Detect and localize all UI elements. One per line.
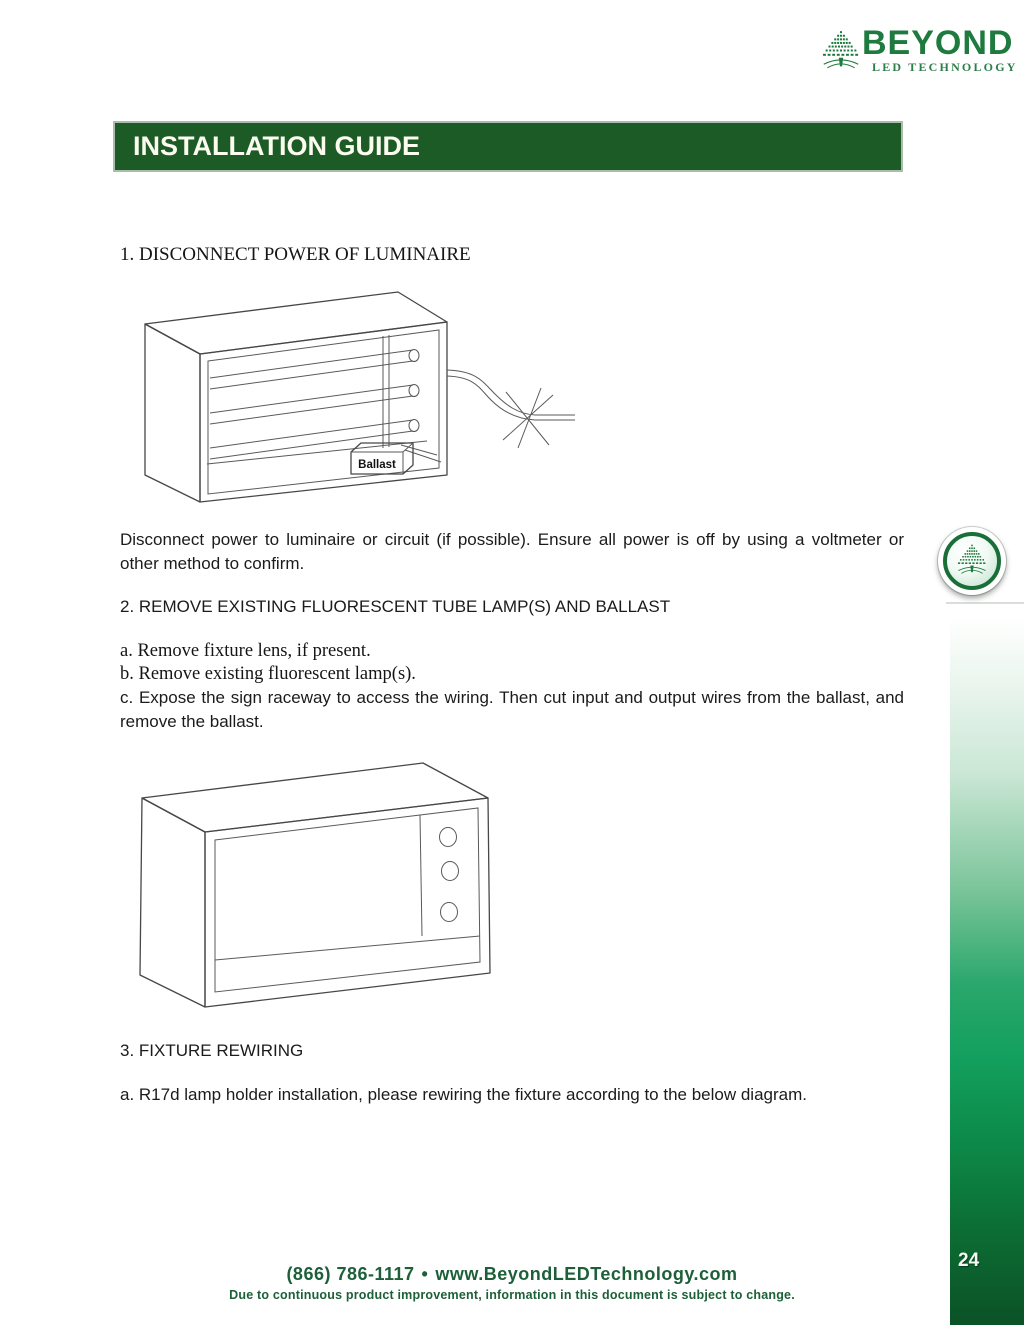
step-c: c. Expose the sign raceway to access the wiring. Then cut input and output wires from the ballast, and remove the ballast. bbox=[120, 688, 904, 731]
badge-tree-icon bbox=[954, 543, 990, 579]
page-footer bbox=[120, 1264, 904, 1302]
section-1-body: Disconnect power to luminaire or circuit (if possible). Ensure all power is off by using a voltmeter or other method to confirm. bbox=[120, 530, 904, 573]
eco-badge bbox=[938, 527, 1006, 595]
section-2-title: 2. REMOVE EXISTING FLUORESCENT TUBE LAMP(S) AND BALLAST bbox=[120, 597, 671, 616]
page-number: 24 bbox=[958, 1250, 980, 1271]
step-b: b. Remove existing fluorescent lamp(s). bbox=[120, 664, 416, 684]
footer-website: www.BeyondLEDTechnology.com bbox=[435, 1264, 738, 1284]
eco-badge-ring bbox=[943, 532, 1001, 590]
step-a: a. Remove fixture lens, if present. bbox=[120, 641, 371, 661]
section-1-title: 1. DISCONNECT POWER OF LUMINAIRE bbox=[120, 244, 471, 265]
ballast-label: Ballast bbox=[358, 459, 396, 471]
banner-title: INSTALLATION GUIDE bbox=[133, 131, 420, 161]
installation-guide-banner bbox=[113, 121, 903, 172]
empty-fixture-diagram bbox=[135, 760, 507, 1016]
step-3a: a. R17d lamp holder installation, please rewiring the fixture according to the below diagram. bbox=[120, 1085, 807, 1104]
section-3-title: 3. FIXTURE REWIRING bbox=[120, 1041, 304, 1060]
fixture-with-tubes-diagram bbox=[125, 282, 585, 510]
footer-bullet: • bbox=[421, 1264, 429, 1284]
footer-contact-line bbox=[120, 1264, 904, 1285]
brand-tagline: LED TECHNOLOGY bbox=[872, 60, 1018, 74]
footer-phone: (866) 786-1117 bbox=[286, 1264, 415, 1284]
gradient-sidebar bbox=[950, 616, 1024, 1325]
footer-disclaimer: Due to continuous product improvement, information in this document is subject to change. bbox=[229, 1288, 795, 1302]
logo-tree-icon bbox=[818, 26, 864, 78]
brand-name: BEYOND bbox=[862, 24, 1014, 62]
divider-line bbox=[946, 602, 1024, 604]
brand-logo bbox=[818, 24, 1018, 82]
